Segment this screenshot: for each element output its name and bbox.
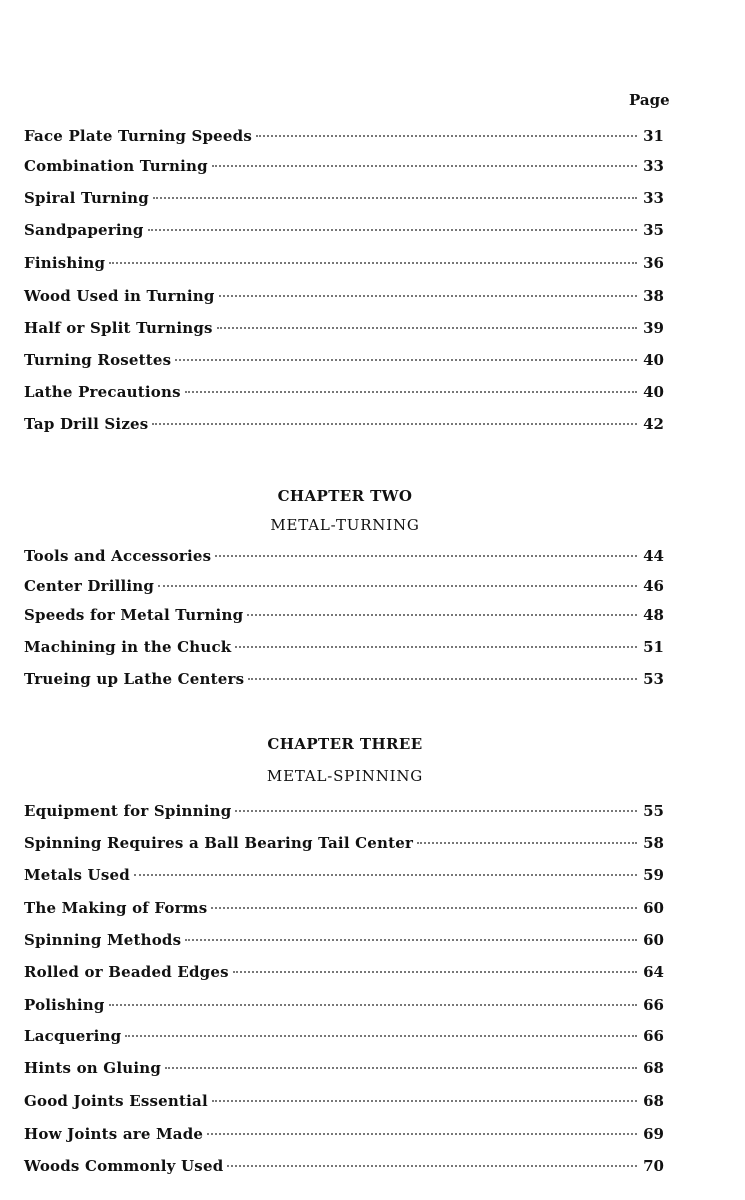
chapter-three-subheading: METAL-SPINNING [266, 767, 424, 785]
dot-leader [148, 229, 638, 231]
chapter-two-subheading: METAL-TURNING [270, 516, 420, 534]
dot-leader [134, 874, 637, 876]
toc-entry[interactable] [24, 636, 664, 658]
toc-entry-title: The Making of Forms [24, 899, 208, 917]
toc-entry[interactable] [24, 800, 664, 822]
toc-entry[interactable] [24, 864, 664, 886]
toc-entry-page: 70 [643, 1157, 664, 1175]
toc-entry-page: 40 [643, 351, 664, 369]
toc-entry-page: 68 [643, 1092, 664, 1110]
dot-leader [248, 678, 637, 680]
toc-entry-title: Good Joints Essential [24, 1092, 208, 1110]
dot-leader [212, 165, 637, 167]
toc-entry-page: 48 [643, 606, 664, 624]
dot-leader [165, 1067, 637, 1069]
dot-leader [212, 1100, 637, 1102]
toc-entry-page: 39 [643, 319, 664, 337]
toc-entry[interactable] [24, 285, 664, 307]
toc-entry-page: 42 [643, 415, 664, 433]
toc-entry-title: Polishing [24, 996, 105, 1014]
dot-leader [215, 555, 637, 557]
toc-entry-page: 69 [643, 1125, 664, 1143]
toc-entry-page: 64 [643, 963, 664, 981]
toc-entry-page: 33 [643, 189, 664, 207]
dot-leader [109, 262, 637, 264]
toc-entry[interactable] [24, 604, 664, 626]
toc-entry-title: Center Drilling [24, 577, 155, 595]
dot-leader [247, 614, 637, 616]
dot-leader [417, 842, 637, 844]
dot-leader [175, 359, 637, 361]
toc-entry-title: Metals Used [24, 866, 130, 884]
dot-leader [109, 1004, 638, 1006]
toc-entry[interactable] [24, 897, 664, 919]
toc-entry-page: 59 [643, 866, 664, 884]
toc-entry-page: 44 [643, 547, 664, 565]
toc-entry[interactable] [24, 413, 664, 435]
toc-entry[interactable] [24, 219, 664, 241]
toc-entry[interactable] [24, 929, 664, 951]
toc-entry[interactable] [24, 961, 664, 983]
toc-entry-title: How Joints are Made [24, 1125, 204, 1143]
toc-entry[interactable] [24, 832, 664, 854]
toc-entry-page: 66 [643, 1027, 664, 1045]
toc-entry-page: 40 [643, 383, 664, 401]
toc-entry[interactable] [24, 668, 664, 690]
dot-leader [233, 971, 637, 973]
toc-entry-page: 33 [643, 157, 664, 175]
toc-entry-title: Tools and Accessories [24, 547, 212, 565]
dot-leader [185, 939, 637, 941]
toc-entry[interactable] [24, 1123, 664, 1145]
toc-entry[interactable] [24, 187, 664, 209]
toc-entry-title: Tap Drill Sizes [24, 415, 149, 433]
toc-entry-page: 35 [643, 221, 664, 239]
toc-entry-page: 58 [643, 834, 664, 852]
dot-leader [235, 646, 637, 648]
toc-entry-page: 66 [643, 996, 664, 1014]
toc-entry-title: Trueing up Lathe Centers [24, 670, 245, 688]
toc-entry-title: Combination Turning [24, 157, 208, 175]
toc-entry-title: Spiral Turning [24, 189, 149, 207]
dot-leader [256, 135, 637, 137]
toc-entry-title: Lacquering [24, 1027, 122, 1045]
toc-entry-page: 36 [643, 254, 664, 272]
toc-entry[interactable] [24, 1025, 664, 1047]
dot-leader [125, 1035, 637, 1037]
toc-entry[interactable] [24, 349, 664, 371]
dot-leader [211, 907, 637, 909]
toc-entry-title: Finishing [24, 254, 106, 272]
dot-leader [227, 1165, 637, 1167]
toc-entry-page: 60 [643, 899, 664, 917]
toc-entry-title: Speeds for Metal Turning [24, 606, 244, 624]
toc-entry-title: Equipment for Spinning [24, 802, 232, 820]
toc-entry-title: Rolled or Beaded Edges [24, 963, 229, 981]
toc-entry[interactable] [24, 545, 664, 567]
toc-entry-title: Spinning Requires a Ball Bearing Tail Center [24, 834, 414, 852]
toc-entry-title: Sandpapering [24, 221, 144, 239]
toc-entry-page: 68 [643, 1059, 664, 1077]
toc-entry[interactable] [24, 1155, 664, 1177]
dot-leader [153, 197, 637, 199]
toc-entry[interactable] [24, 575, 664, 597]
dot-leader [207, 1133, 637, 1135]
toc-entry[interactable] [24, 1057, 664, 1079]
toc-entry[interactable] [24, 125, 664, 147]
toc-entry-page: 38 [643, 287, 664, 305]
dot-leader [219, 295, 638, 297]
toc-entry-title: Lathe Precautions [24, 383, 181, 401]
toc-entry-title: Face Plate Turning Speeds [24, 127, 252, 145]
page-column-header: Page [629, 91, 670, 109]
toc-entry-title: Wood Used in Turning [24, 287, 215, 305]
toc-entry-page: 51 [643, 638, 664, 656]
toc-entry[interactable] [24, 994, 664, 1016]
toc-entry-title: Hints on Gluing [24, 1059, 162, 1077]
toc-entry-title: Machining in the Chuck [24, 638, 232, 656]
toc-entry[interactable] [24, 155, 664, 177]
toc-entry-page: 55 [643, 802, 664, 820]
dot-leader [185, 391, 637, 393]
toc-entry-page: 31 [643, 127, 664, 145]
dot-leader [235, 810, 637, 812]
toc-entry-page: 53 [643, 670, 664, 688]
toc-entry[interactable] [24, 252, 664, 274]
dot-leader [152, 423, 637, 425]
toc-entry[interactable] [24, 1090, 664, 1112]
toc-entry-title: Spinning Methods [24, 931, 182, 949]
chapter-three-heading: CHAPTER THREE [267, 735, 423, 753]
dot-leader [158, 585, 637, 587]
toc-entry-title: Half or Split Turnings [24, 319, 213, 337]
toc-entry[interactable] [24, 317, 664, 339]
toc-entry[interactable] [24, 381, 664, 403]
toc-entry-page: 60 [643, 931, 664, 949]
dot-leader [217, 327, 637, 329]
toc-entry-title: Woods Commonly Used [24, 1157, 224, 1175]
chapter-two-heading: CHAPTER TWO [277, 487, 413, 505]
toc-entry-page: 46 [643, 577, 664, 595]
toc-entry-title: Turning Rosettes [24, 351, 172, 369]
